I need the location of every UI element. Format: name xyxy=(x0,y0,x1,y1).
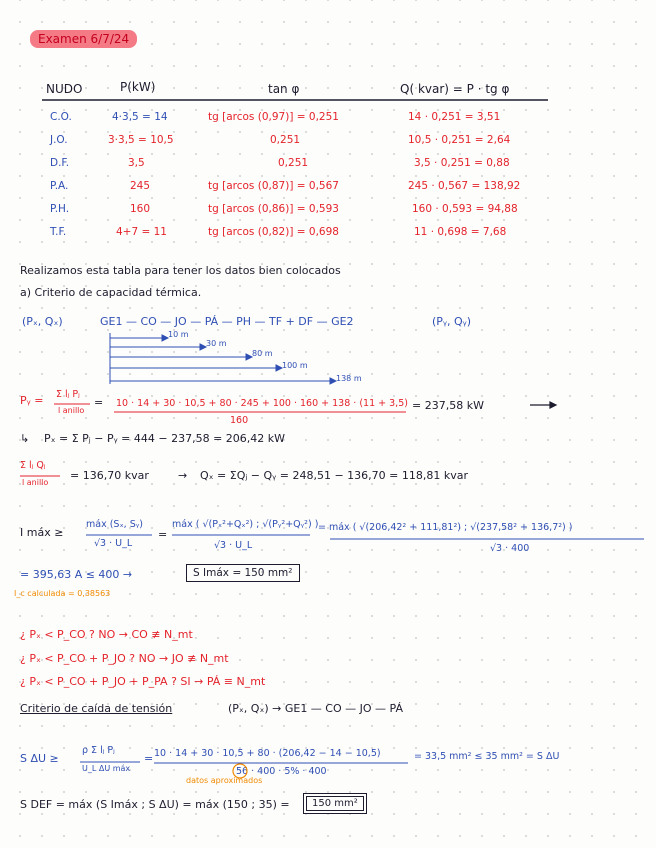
imax-f2-den: √3 · U_L xyxy=(214,540,253,551)
sdu-result: = 33,5 mm² ≤ 35 mm² = S ΔU xyxy=(414,751,560,762)
row-tan: tg [arcos (0,87)] = 0,567 xyxy=(208,180,339,192)
sdu-num: 10 · 14 + 30 · 10,5 + 80 · (206,42 − 14 − 10,5) xyxy=(154,748,381,759)
q-lhs-num: Σ lⱼ Qⱼ xyxy=(20,460,46,471)
row-tan: tg [arcos (0,82)] = 0,698 xyxy=(208,226,339,238)
sdu-den: 56 · 400 · 5% · 400 xyxy=(236,766,327,777)
row-nudo: J.O. xyxy=(50,134,68,146)
row-nudo: D.F. xyxy=(50,157,70,169)
fraction-bars xyxy=(20,404,406,476)
distance-label: 138 m xyxy=(336,374,362,383)
check-result: CO ≢ N_mt xyxy=(131,628,193,641)
fraction-bars-blue xyxy=(80,535,644,763)
equals-sign: = xyxy=(94,396,104,409)
header-tan: tan φ xyxy=(268,82,300,96)
row-q: 14 · 0,251 = 3,51 xyxy=(408,111,501,123)
result-arrow xyxy=(530,402,556,408)
voltage-criterion-heading: Criterio de caída de tensión xyxy=(20,702,173,715)
row-nudo: C.O. xyxy=(50,111,72,123)
row-nudo: P.A. xyxy=(50,180,69,192)
row-q: 3,5 · 0,251 = 0,88 xyxy=(414,157,510,169)
py-lhs-num: Σ lⱼ Pⱼ xyxy=(56,389,80,400)
row-p: 4+7 = 11 xyxy=(116,226,167,238)
row-q: 11 · 0,698 = 7,68 xyxy=(414,226,507,238)
row-tan: tg [arcos (0,86)] = 0,593 xyxy=(208,203,339,215)
voltage-criterion-chain: (Pₓ, Qₓ) → GE1 — CO — JO — PÁ xyxy=(228,702,403,715)
row-p: 3·3,5 = 10,5 xyxy=(108,134,174,146)
row-nudo: T.F. xyxy=(50,226,67,238)
row-tan: 0,251 xyxy=(270,134,301,146)
row-tan: tg [arcos (0,97)] = 0,251 xyxy=(208,111,339,123)
distance-label: 100 m xyxy=(282,361,308,370)
imax-f1-num: máx (Sₓ, Sᵧ) xyxy=(86,519,143,530)
qx-equation: Qₓ = ΣQⱼ − Qᵧ = 248,51 − 136,70 = 118,81 kvar xyxy=(200,469,468,482)
equals-sign: = xyxy=(144,752,154,765)
imax-f1-den: √3 · U_L xyxy=(94,538,133,549)
row-p: 3,5 xyxy=(128,157,145,169)
sdef-box: 150 mm² xyxy=(306,796,364,811)
row-q: 10,5 · 0,251 = 2,64 xyxy=(408,134,511,146)
distance-label: 30 m xyxy=(206,339,227,348)
row-nudo: P.H. xyxy=(50,203,70,215)
sdu-f-num: ρ Σ lⱼ Pⱼ xyxy=(82,745,115,756)
check-result: PÁ ≡ N_mt xyxy=(206,675,266,688)
py-lhs-den: l anillo xyxy=(58,406,85,415)
sdu-note: datos aproximados xyxy=(186,776,263,785)
check-result: JO ≢ N_mt xyxy=(171,652,229,665)
criterion-heading: a) Criterio de capacidad térmica. xyxy=(20,286,202,299)
row-q: 160 · 0,593 = 94,88 xyxy=(412,203,518,215)
row-q: 245 · 0,567 = 138,92 xyxy=(408,180,521,192)
row-p: 160 xyxy=(130,203,151,215)
py-result: = 237,58 kW xyxy=(412,399,484,412)
imax-section-box: S Imáx = 150 mm² xyxy=(186,564,300,582)
py-num: 10 · 14 + 30 · 10,5 + 80 · 245 + 100 · 160 + 138 · (11 + 3,5) xyxy=(116,398,408,409)
check-text: ¿ Pₓ < P_CO + P_JO ? NO → xyxy=(20,652,169,665)
imax-f2-num: máx ( √(Pₓ²+Qₓ²) ; √(Pᵧ²+Qᵧ²) ) xyxy=(172,519,319,530)
q-eq: = 136,70 kvar xyxy=(70,469,149,482)
sdu-lhs: S ΔU ≥ xyxy=(20,752,59,765)
q-lhs-den: l anillo xyxy=(22,478,49,487)
row-p: 4·3,5 = 14 xyxy=(112,111,168,123)
header-p: P(kW) xyxy=(120,80,156,94)
exam-title: Examen 6/7/24 xyxy=(30,30,137,48)
row-p: 245 xyxy=(130,180,151,192)
chain-end: (Pᵧ, Qᵧ) xyxy=(432,315,472,328)
highlight-circle xyxy=(233,764,247,778)
py-symbol: Pᵧ = xyxy=(20,394,44,407)
imax-note: I_c calculada = 0,38563 xyxy=(14,589,111,598)
q-arrow: → xyxy=(178,469,188,482)
px-arrow: ↳ xyxy=(20,432,30,445)
py-den: 160 xyxy=(230,415,249,426)
chain-start: (Pₓ, Qₓ) xyxy=(22,315,63,328)
distance-label: 80 m xyxy=(252,349,273,358)
check-text: ¿ Pₓ < P_CO + P_JO + P_PA ? SI → xyxy=(20,675,204,688)
chain-body: GE1 — CO — JO — PÁ — PH — TF + DF — GE2 xyxy=(100,315,354,328)
distance-label: 10 m xyxy=(168,330,189,339)
imax-f3-den: √3 · 400 xyxy=(490,543,530,554)
sdef-equation: S DEF = máx (S Imáx ; S ΔU) = máx (150 ; 35) = xyxy=(20,798,290,811)
header-nudo: NUDO xyxy=(46,82,83,96)
imax-lhs: I máx ≥ xyxy=(20,526,64,539)
distance-arrows xyxy=(110,333,336,384)
row-tan: 0,251 xyxy=(278,157,309,169)
intro-text: Realizamos esta tabla para tener los datos bien colocados xyxy=(20,264,341,277)
check-text: ¿ Pₓ < P_CO ? NO → xyxy=(20,628,128,641)
px-equation: Pₓ = Σ Pⱼ − Pᵧ = 444 − 237,58 = 206,42 kW xyxy=(44,432,286,445)
sdu-f-den: U_L ΔU máx xyxy=(82,764,131,773)
equals-sign: = xyxy=(158,528,168,541)
header-q: Q( kvar) = P · tg φ xyxy=(400,82,510,96)
imax-result: = 395,63 A ≤ 400 → xyxy=(20,568,133,581)
imax-f3-num: = máx ( √(206,42² + 111,81²) ; √(237,58² + 136,7²) ) xyxy=(318,522,573,533)
